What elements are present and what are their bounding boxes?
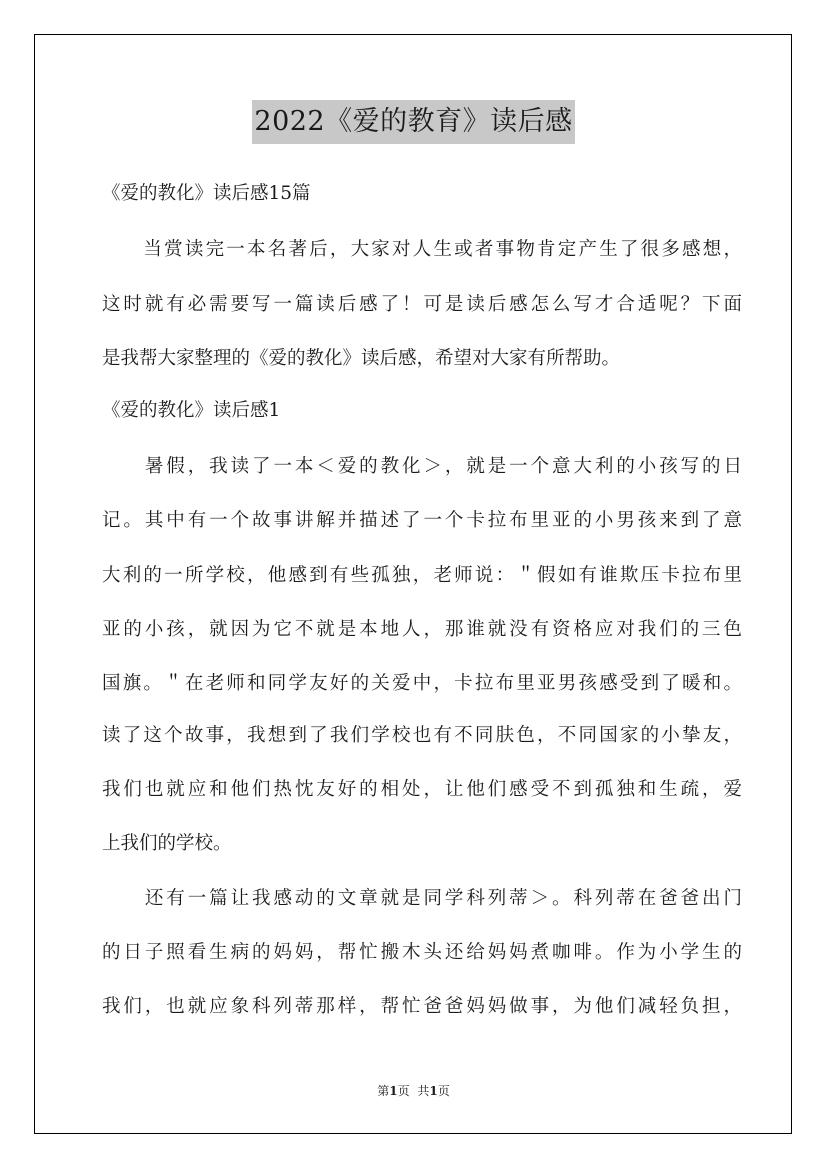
text-line: 亚的小孩，就因为它不就是本地人，那谁就没有资格应对我们的三色: [102, 619, 742, 640]
text-line: 国旗。＂在老师和同学友好的关爱中，卡拉布里亚男孩感受到了暖和。: [102, 673, 742, 694]
section-heading: 《爱的教化》读后感1: [102, 400, 281, 421]
text-line: 这时就有必需要写一篇读后感了！可是读后感怎么写才合适呢？下面: [102, 294, 742, 315]
page-number: 1: [389, 1084, 398, 1098]
text-line: 暑假，我读了一本＜爱的教化＞，就是一个意大利的小孩写的日: [102, 456, 742, 477]
text-line: 我们也就应和他们热忱友好的相处，让他们感受不到孤独和生疏，爱: [102, 779, 742, 800]
page-number-prefix: 第: [377, 1084, 390, 1098]
page-number-suffix: 页: [397, 1084, 410, 1098]
text-line: 是我帮大家整理的《爱的教化》读后感，希望对大家有所帮助。: [102, 348, 621, 369]
page-footer: [0, 1083, 827, 1099]
document-title: 2022《爱的教育》读后感: [252, 100, 574, 144]
text-line: 大利的一所学校，他感到有些孤独，老师说：＂假如有谁欺压卡拉布里: [102, 565, 742, 586]
text-line: 我们，也就应象科列蒂那样，帮忙爸爸妈妈做事，为他们减轻负担，: [102, 996, 742, 1017]
total-pages-suffix: 页: [437, 1084, 450, 1098]
total-pages-prefix: 共: [417, 1084, 430, 1098]
text-line: 还有一篇让我感动的文章就是同学科列蒂＞。科列蒂在爸爸出门: [102, 888, 742, 909]
total-pages: 1: [429, 1084, 438, 1098]
title-container: [0, 100, 827, 144]
text-line: 记。其中有一个故事讲解并描述了一个卡拉布里亚的小男孩来到了意: [102, 510, 742, 531]
text-line: 读了这个故事，我想到了我们学校也有不同肤色，不同国家的小挚友，: [102, 725, 742, 746]
text-line: 上我们的学校。: [102, 833, 232, 854]
text-line: 的日子照看生病的妈妈，帮忙搬木头还给妈妈煮咖啡。作为小学生的: [102, 942, 742, 963]
subtitle-line: 《爱的教化》读后感15篇: [102, 183, 311, 204]
text-line: 当赏读完一本名著后，大家对人生或者事物肯定产生了很多感想，: [102, 239, 742, 260]
